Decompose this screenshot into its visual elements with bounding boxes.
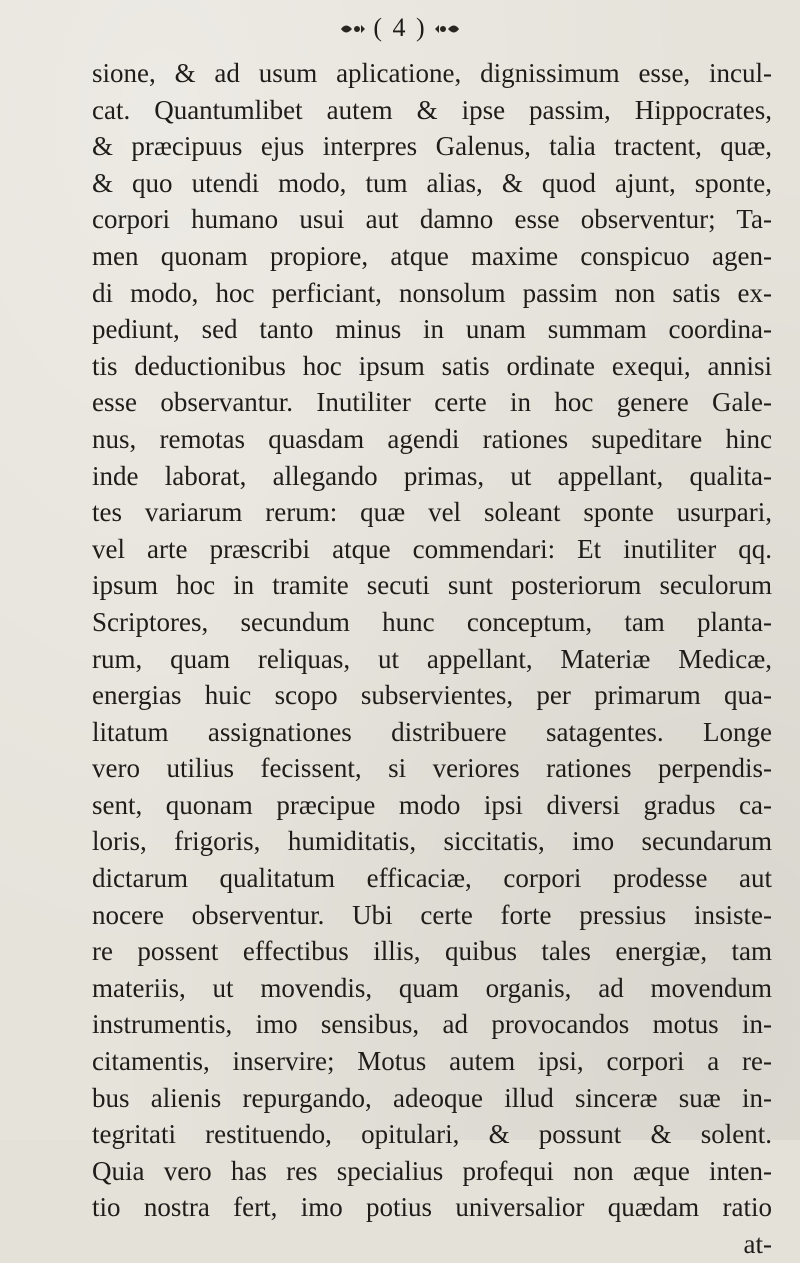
text-line: vero utilius fecissent, si veriores rationes perpendis- [92,753,772,784]
text-line: sione, & ad usum aplicatione, dignissimum esse, incul- [92,58,772,88]
text-line: cat. Quantumlibet autem & ipse passim, Hippocrates, [92,94,772,125]
text-line: litatum assignationes distribuere satagentes. Longe [92,716,772,747]
text-line: citamentis, inservire; Motus autem ipsi, corpori a re- [92,1046,772,1077]
text-line: ipsum hoc in tramite secuti sunt posteriorum seculorum [92,570,772,601]
text-line: Scriptores, secundum hunc conceptum, tam planta- [92,606,772,637]
text-line: bus alienis repurgando, adeoque illud sinceræ suæ in- [92,1082,772,1113]
catchword: at- [743,1229,772,1259]
text-line: loris, frigoris, humiditatis, siccitatis, imo secundarum [92,826,772,857]
text-line: tes variarum rerum: quæ vel soleant sponte usurpari, [92,497,772,528]
text-line: inde laborat, allegando primas, ut appellant, qualita- [92,460,772,491]
text-line: tis deductionibus hoc ipsum satis ordinate exequi, annisi [92,350,772,381]
text-line: tegritati restituendo, opitulari, & possunt & solent. [92,1119,772,1150]
text-line: materiis, ut movendis, quam organis, ad movendum [92,972,772,1003]
text-line: nus, remotas quasdam agendi rationes supeditare hinc [92,423,772,454]
right-ornament-icon [433,21,461,37]
text-line: men quonam propiore, atque maxime conspicuo agen- [92,240,772,271]
text-line: sent, quonam præcipue modo ipsi diversi gradus ca- [92,789,772,820]
text-line: Quia vero has res specialius profequi non æque inten- [92,1155,772,1186]
body-text [92,55,772,1263]
text-line: esse observantur. Inutiliter certe in hoc genere Gale- [92,387,772,418]
text-line: & quo utendi modo, tum alias, & quod ajunt, sponte, [92,167,772,198]
text-line: energias huic scopo subservientes, per primarum qua- [92,680,772,711]
page-header [0,8,800,48]
text-line: di modo, hoc perficiant, nonsolum passim non satis ex- [92,277,772,308]
left-ornament-icon [339,21,367,37]
text-line: vel arte præscribi atque commendari: Et inutiliter qq. [92,533,772,564]
text-line: tio nostra fert, imo potius universalior quædam ratio [92,1192,772,1223]
text-line: nocere observentur. Ubi certe forte pressius insiste- [92,899,772,930]
text-line: corpori humano usui aut damno esse observentur; Ta- [92,204,772,235]
text-line: & præcipuus ejus interpres Galenus, talia tractent, quæ, [92,131,772,162]
page-number: ( 4 ) [373,13,427,42]
text-line: instrumentis, imo sensibus, ad provocandos motus in- [92,1009,772,1040]
text-line: pediunt, sed tanto minus in unam summam coordina- [92,314,772,345]
text-line: re possent effectibus illis, quibus tales energiæ, tam [92,936,772,967]
text-line: dictarum qualitatum efficaciæ, corpori prodesse aut [92,863,772,894]
text-line: rum, quam reliquas, ut appellant, Materiæ Medicæ, [92,643,772,674]
